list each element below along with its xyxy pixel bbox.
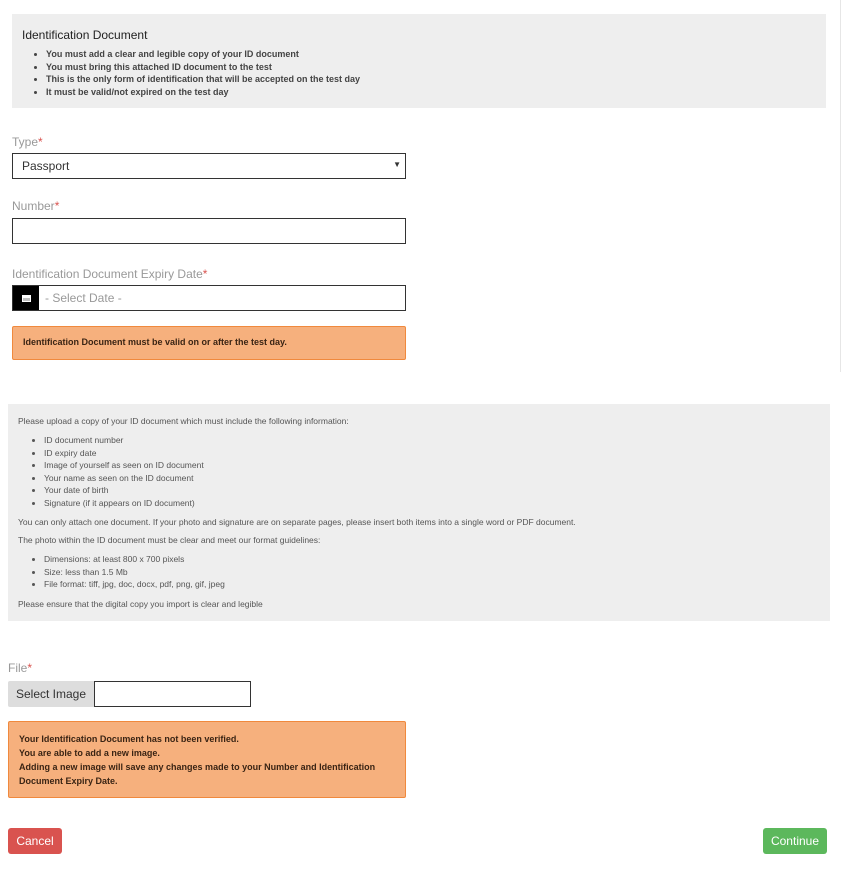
- type-select[interactable]: [12, 153, 406, 179]
- file-input[interactable]: [94, 681, 251, 707]
- list-item: • File format: tiff, jpg, doc, docx, pdf, png, gif, jpeg: [44, 578, 820, 591]
- number-label: Number*: [12, 199, 60, 213]
- number-input[interactable]: [12, 218, 406, 244]
- file-label: File*: [8, 661, 33, 675]
- list-item: • This is the only form of identification that will be accepted on the test day: [46, 73, 816, 86]
- list-item: • Signature (if it appears on ID document): [44, 497, 820, 510]
- type-value: Passport: [22, 159, 70, 173]
- list-item: • You must add a clear and legible copy of your ID document: [46, 48, 816, 61]
- list-item: • Your date of birth: [44, 484, 820, 497]
- scrollbar-edge: [840, 0, 841, 372]
- alert-line: Adding a new image will save any changes made to your Number and Identification Document Expiry Date.: [19, 762, 376, 786]
- expiry-placeholder: - Select Date -: [45, 291, 122, 305]
- expiry-date-input[interactable]: [12, 285, 406, 311]
- alert-line: You are able to add a new image.: [19, 748, 160, 758]
- list-item: • Dimensions: at least 800 x 700 pixels: [44, 553, 820, 566]
- select-image-button[interactable]: Select Image: [8, 681, 94, 707]
- list-item: • Your name as seen on the ID document: [44, 472, 820, 485]
- list-item: • ID expiry date: [44, 447, 820, 460]
- list-item: • Size: less than 1.5 Mb: [44, 566, 820, 579]
- verification-alert: [8, 721, 406, 798]
- upload-info-panel: [8, 404, 830, 621]
- id-info-title: Identification Document: [22, 28, 148, 42]
- list-item: • Image of yourself as seen on ID document: [44, 459, 820, 472]
- format-intro: The photo within the ID document must be clear and meet our format guidelines:: [18, 535, 321, 545]
- chevron-down-icon: ▼: [393, 160, 401, 169]
- id-info-panel: [12, 14, 826, 108]
- list-item: • ID document number: [44, 434, 820, 447]
- expiry-label: Identification Document Expiry Date*: [12, 267, 208, 281]
- cancel-button[interactable]: Cancel: [8, 828, 62, 854]
- one-doc-note: You can only attach one document. If your photo and signature are on separate pages, please insert both items into a single word or PDF document.: [18, 517, 576, 527]
- upload-intro: Please upload a copy of your ID document which must include the following information:: [18, 416, 349, 426]
- expiry-alert: Identification Document must be valid on or after the test day.: [12, 326, 406, 360]
- calendar-icon[interactable]: [13, 286, 39, 310]
- list-item: • You must bring this attached ID document to the test: [46, 61, 816, 74]
- list-item: • It must be valid/not expired on the test day: [46, 86, 816, 99]
- ensure-note: Please ensure that the digital copy you import is clear and legible: [18, 598, 263, 609]
- type-label: Type*: [12, 135, 43, 149]
- continue-button[interactable]: Continue: [763, 828, 827, 854]
- alert-line: Your Identification Document has not been verified.: [19, 734, 239, 744]
